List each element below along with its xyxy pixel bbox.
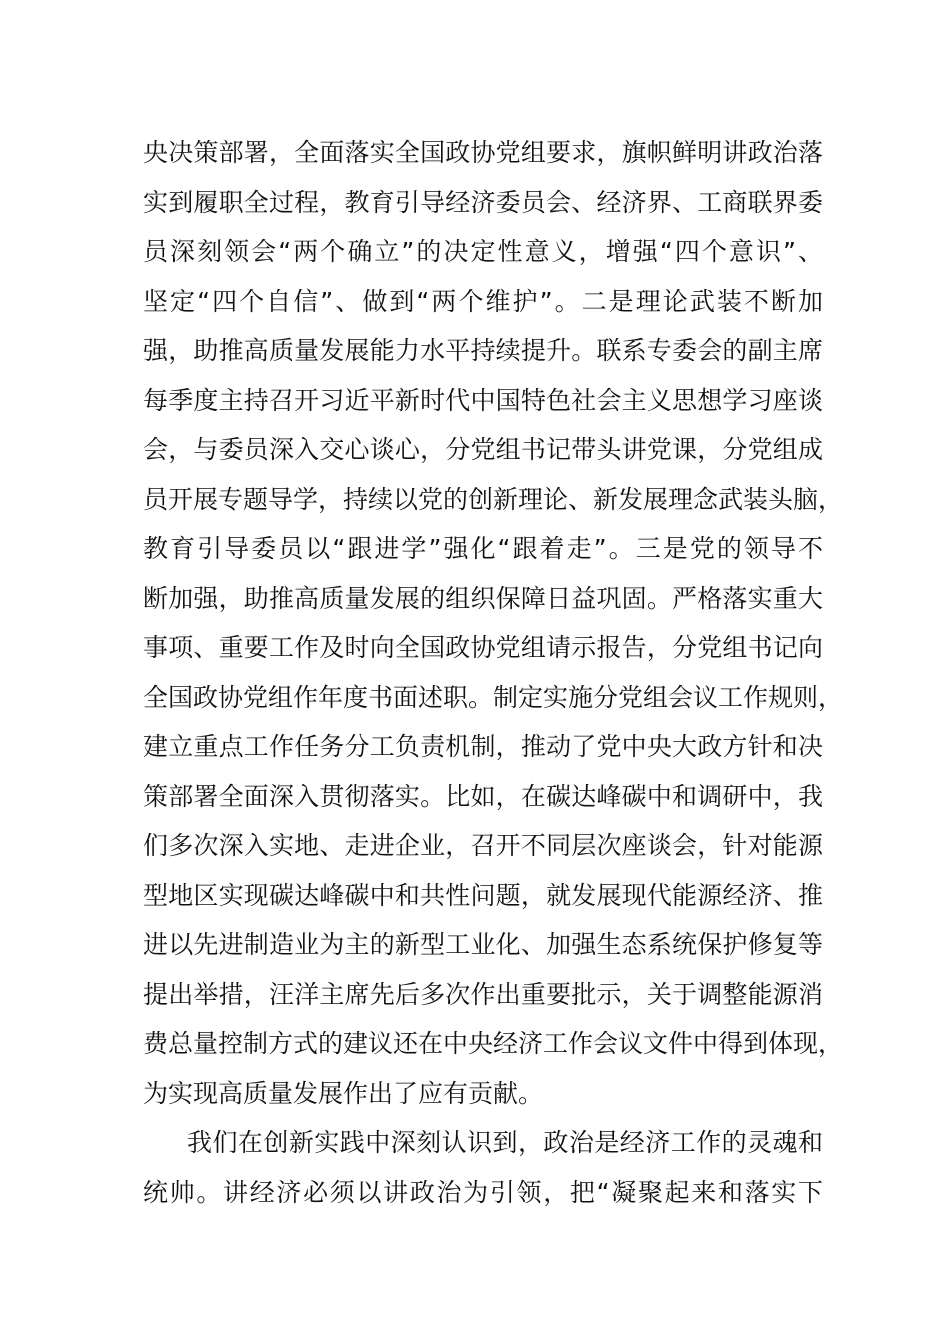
- text-line: 进以先进制造业为主的新型工业化、加强生态系统保护修复等: [143, 930, 823, 959]
- text-line: 实到履职全过程，教育引导经济委员会、经济界、工商联界委: [143, 187, 823, 217]
- text-line: 断加强，助推高质量发展的组织保障日益巩固。严格落实重大: [143, 583, 823, 613]
- text-line: 强，助推高质量发展能力水平持续提升。联系专委会的副主席: [143, 336, 823, 365]
- text-line: 央决策部署，全面落实全国政协党组要求，旗帜鲜明讲政治落: [143, 138, 823, 167]
- paragraph-start-line: 我们在创新实践中深刻认识到，政治是经济工作的灵魂和: [187, 1128, 823, 1157]
- paragraph-end-line: 为实现高质量发展作出了应有贡献。: [143, 1078, 544, 1108]
- text-line: 型地区实现碳达峰碳中和共性问题，就发展现代能源经济、推: [143, 880, 823, 910]
- text-line: 统帅。讲经济必须以讲政治为引领，把“凝聚起来和落实下: [143, 1177, 823, 1207]
- text-line: 员开展专题导学，持续以党的创新理论、新发展理念武装头脑，: [143, 484, 844, 514]
- text-line: 事项、重要工作及时向全国政协党组请示报告，分党组书记向: [143, 633, 823, 662]
- text-line: 教育引导委员以“跟进学”强化“跟着走”。三是党的领导不: [143, 534, 823, 563]
- text-line: 建立重点工作任务分工负责机制，推动了党中央大政方针和决: [143, 732, 823, 761]
- body-text: [143, 128, 844, 1217]
- text-line: 坚定“四个自信”、做到“两个维护”。二是理论武装不断加: [143, 286, 823, 316]
- text-line: 会，与委员深入交心谈心，分党组书记带头讲党课，分党组成: [143, 435, 823, 464]
- text-line: 策部署全面深入贯彻落实。比如，在碳达峰碳中和调研中，我: [143, 781, 823, 811]
- text-line: 费总量控制方式的建议还在中央经济工作会议文件中得到体现，: [143, 1029, 844, 1058]
- text-line: 员深刻领会“两个确立”的决定性意义，增强“四个意识”、: [143, 237, 823, 266]
- text-line: 提出举措，汪洋主席先后多次作出重要批示，关于调整能源消: [143, 979, 823, 1009]
- text-line: 们多次深入实地、走进企业，召开不同层次座谈会，针对能源: [143, 831, 823, 860]
- text-line: 全国政协党组作年度书面述职。制定实施分党组会议工作规则，: [143, 682, 844, 712]
- text-line: 每季度主持召开习近平新时代中国特色社会主义思想学习座谈: [143, 385, 823, 415]
